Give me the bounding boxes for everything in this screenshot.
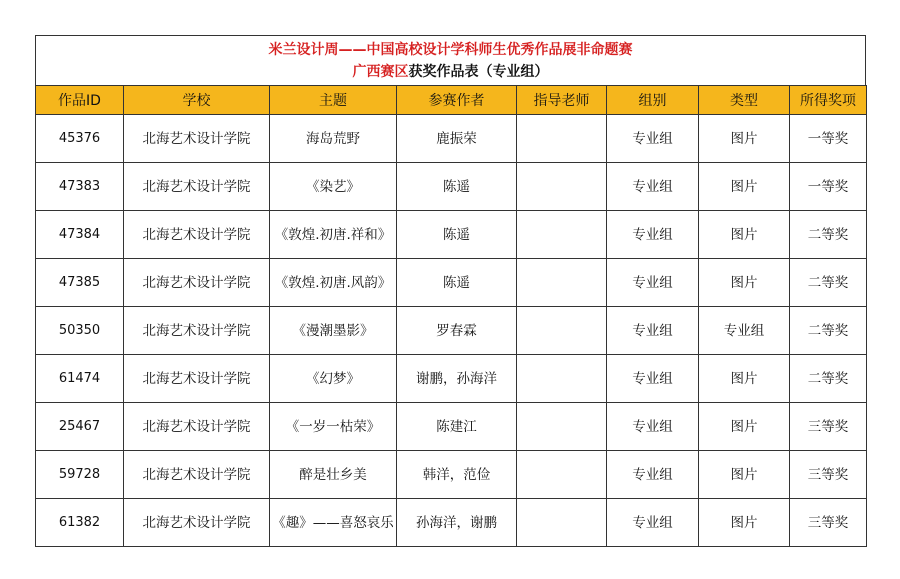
type-cell: 图片 — [699, 451, 790, 499]
group-cell: 专业组 — [607, 259, 699, 307]
school-cell: 北海艺术设计学院 — [124, 259, 270, 307]
school-cell: 北海艺术设计学院 — [124, 307, 270, 355]
award-cell: 二等奖 — [790, 259, 867, 307]
group-cell: 专业组 — [607, 307, 699, 355]
type-cell: 图片 — [699, 211, 790, 259]
school-cell: 北海艺术设计学院 — [124, 403, 270, 451]
header-group: 组别 — [607, 86, 699, 115]
type-cell: 图片 — [699, 259, 790, 307]
document-title: 米兰设计周——中国高校设计学科师生优秀作品展非命题赛 — [268, 42, 633, 58]
author-cell: 鹿振荣 — [397, 115, 517, 163]
author-cell: 孙海洋，谢鹏 — [397, 499, 517, 547]
type-cell: 专业组 — [699, 307, 790, 355]
table-row — [36, 259, 867, 307]
header-row — [36, 86, 867, 115]
group-cell: 专业组 — [607, 403, 699, 451]
award-cell: 一等奖 — [790, 115, 867, 163]
advisor-cell — [517, 451, 607, 499]
advisor-cell — [517, 499, 607, 547]
work-id-cell: 25467 — [36, 403, 124, 451]
author-cell: 陈建江 — [397, 403, 517, 451]
table-row — [36, 355, 867, 403]
theme-cell: 《染艺》 — [270, 163, 397, 211]
advisor-cell — [517, 163, 607, 211]
theme-cell: 醉是壮乡美 — [270, 451, 397, 499]
award-cell: 二等奖 — [790, 355, 867, 403]
type-cell: 图片 — [699, 499, 790, 547]
author-cell: 陈遥 — [397, 259, 517, 307]
type-cell: 图片 — [699, 403, 790, 451]
header-type: 类型 — [699, 86, 790, 115]
header-theme: 主题 — [270, 86, 397, 115]
author-cell: 陈遥 — [397, 211, 517, 259]
table-row — [36, 403, 867, 451]
group-cell: 专业组 — [607, 499, 699, 547]
table-row — [36, 211, 867, 259]
title-block — [35, 35, 866, 85]
group-cell: 专业组 — [607, 115, 699, 163]
table-row — [36, 499, 867, 547]
work-id-cell: 45376 — [36, 115, 124, 163]
award-cell: 三等奖 — [790, 499, 867, 547]
advisor-cell — [517, 211, 607, 259]
type-cell: 图片 — [699, 163, 790, 211]
type-cell: 图片 — [699, 115, 790, 163]
header-school: 学校 — [124, 86, 270, 115]
work-id-cell: 61474 — [36, 355, 124, 403]
school-cell: 北海艺术设计学院 — [124, 163, 270, 211]
award-cell: 三等奖 — [790, 403, 867, 451]
group-cell: 专业组 — [607, 211, 699, 259]
school-cell: 北海艺术设计学院 — [124, 211, 270, 259]
advisor-cell — [517, 307, 607, 355]
theme-cell: 《幻梦》 — [270, 355, 397, 403]
table-row — [36, 163, 867, 211]
advisor-cell — [517, 403, 607, 451]
theme-cell: 《一岁一枯荣》 — [270, 403, 397, 451]
theme-cell: 《敦煌.初唐.风韵》 — [270, 259, 397, 307]
table-row — [36, 451, 867, 499]
advisor-cell — [517, 115, 607, 163]
type-cell: 图片 — [699, 355, 790, 403]
author-cell: 韩洋，范俭 — [397, 451, 517, 499]
theme-cell: 《趣》——喜怒哀乐 — [270, 499, 397, 547]
table-row — [36, 115, 867, 163]
award-cell: 三等奖 — [790, 451, 867, 499]
school-cell: 北海艺术设计学院 — [124, 451, 270, 499]
advisor-cell — [517, 259, 607, 307]
header-work-id: 作品ID — [36, 86, 124, 115]
award-cell: 二等奖 — [790, 211, 867, 259]
school-cell: 北海艺术设计学院 — [124, 499, 270, 547]
table-row — [36, 307, 867, 355]
school-cell: 北海艺术设计学院 — [124, 115, 270, 163]
award-sheet — [35, 35, 866, 547]
work-id-cell: 61382 — [36, 499, 124, 547]
school-cell: 北海艺术设计学院 — [124, 355, 270, 403]
advisor-cell — [517, 355, 607, 403]
work-id-cell: 59728 — [36, 451, 124, 499]
author-cell: 谢鹏，孙海洋 — [397, 355, 517, 403]
work-id-cell: 47383 — [36, 163, 124, 211]
group-cell: 专业组 — [607, 355, 699, 403]
award-cell: 一等奖 — [790, 163, 867, 211]
table-caption: 获奖作品表（专业组） — [408, 64, 549, 80]
author-cell: 陈遥 — [397, 163, 517, 211]
work-id-cell: 47384 — [36, 211, 124, 259]
award-cell: 二等奖 — [790, 307, 867, 355]
header-advisor: 指导老师 — [517, 86, 607, 115]
table-body — [36, 115, 867, 547]
document-subtitle — [36, 61, 865, 83]
author-cell: 罗春霖 — [397, 307, 517, 355]
work-id-cell: 50350 — [36, 307, 124, 355]
region-label: 广西赛区 — [352, 64, 409, 80]
theme-cell: 《敦煌.初唐.祥和》 — [270, 211, 397, 259]
header-award: 所得奖项 — [790, 86, 867, 115]
header-author: 参赛作者 — [397, 86, 517, 115]
group-cell: 专业组 — [607, 163, 699, 211]
theme-cell: 《漫潮墨影》 — [270, 307, 397, 355]
awards-table — [35, 85, 867, 547]
group-cell: 专业组 — [607, 451, 699, 499]
work-id-cell: 47385 — [36, 259, 124, 307]
theme-cell: 海岛荒野 — [270, 115, 397, 163]
